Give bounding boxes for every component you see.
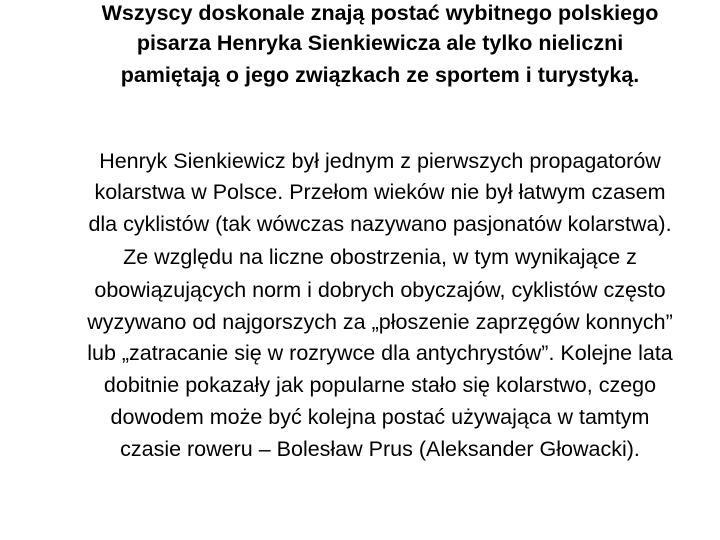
paragraph-line: obowiązujących norm i dobrych obyczajów, cyklistów często: [94, 278, 666, 302]
paragraph-line: dobitnie pokazały jak popularne stało się kolarstwo, czego: [103, 373, 657, 397]
paragraph-line: Ze względu na liczne obostrzenia, w tym wynikające z: [123, 245, 637, 269]
heading-line: pamiętają o jego związkach ze sportem i turystyką.: [120, 63, 640, 87]
heading-line: pisarza Henryka Sienkiewicza ale tylko nieliczni: [136, 31, 624, 55]
paragraph-line: czasie roweru – Bolesław Prus (Aleksander Głowacki).: [120, 437, 640, 461]
paragraph-line: dla cyklistów (tak wówczas nazywano pasjonatów kolarstwa).: [88, 212, 672, 236]
paragraph-line: kolarstwa w Polsce. Przełom wieków nie był łatwym czasem: [94, 180, 666, 204]
heading-line: Wszyscy doskonale znają postać wybitnego polskiego: [101, 1, 659, 25]
paragraph-line: wyzywano od najgorszych za „płoszenie zaprzęgów konnych”: [87, 310, 673, 334]
paragraph-line: lub „zatracanie się w rozrywce dla antychrystów”. Kolejne lata: [87, 341, 673, 365]
paragraph-line: Henryk Sienkiewicz był jednym z pierwszych propagatorów: [99, 149, 661, 173]
paragraph-line: dowodem może być kolejna postać używająca w tamtym: [110, 405, 650, 429]
